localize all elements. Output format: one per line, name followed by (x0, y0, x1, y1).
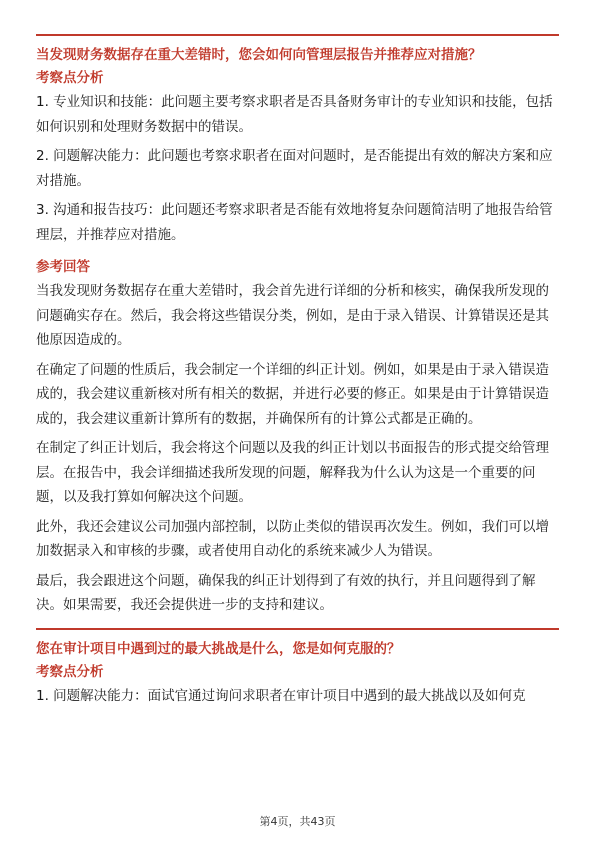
answer-paragraph: 最后，我会跟进这个问题，确保我的纠正计划得到了有效的执行，并且问题得到了解决。如果需要，我还会提供进一步的支持和建议。 (36, 572, 536, 613)
question-title: 您在审计项目中遇到过的最大挑战是什么，您是如何克服的？ (36, 640, 401, 657)
section-divider (36, 34, 559, 36)
section-divider (36, 628, 559, 630)
answer-heading: 参考回答 (36, 259, 90, 275)
page-content (36, 34, 559, 713)
analysis-item: 1. 专业知识和技能：此问题主要考察求职者是否具备财务审计的专业知识和技能，包括如何识别和处理财务数据中的错误。 (36, 94, 553, 135)
analysis-item: 3. 沟通和报告技巧：此问题还考察求职者是否能有效地将复杂问题简洁明了地报告给管理层，并推荐应对措施。 (36, 202, 553, 243)
answer-paragraph: 在制定了纠正计划后，我会将这个问题以及我的纠正计划以书面报告的形式提交给管理层。在报告中，我会详细描述我所发现的问题，解释我为什么认为这是一个重要的问题，以及我打算如何解决这个问题。 (36, 440, 549, 505)
analysis-item: 2. 问题解决能力：此问题也考察求职者在面对问题时，是否能提出有效的解决方案和应对措施。 (36, 148, 553, 189)
page-number: 第4页，共43页 (259, 815, 336, 828)
answer-paragraph: 此外，我还会建议公司加强内部控制，以防止类似的错误再次发生。例如，我们可以增加数据录入和审核的步骤，或者使用自动化的系统来减少人为错误。 (36, 518, 549, 559)
answer-paragraph: 当我发现财务数据存在重大差错时，我会首先进行详细的分析和核实，确保我所发现的问题确实存在。然后，我会将这些错误分类，例如，是由于录入错误、计算错误还是其他原因造成的。 (36, 283, 549, 348)
analysis-heading: 考察点分析 (36, 663, 104, 680)
analysis-item: 1. 问题解决能力：面试官通过询问求职者在审计项目中遇到的最大挑战以及如何克 (36, 687, 526, 704)
answer-paragraph: 在确定了问题的性质后，我会制定一个详细的纠正计划。例如，如果是由于录入错误造成的，我会建议重新核对所有相关的数据，并进行必要的修正。如果是由于计算错误造成的，我会建议重新计算所有的数据，并确保所有的计算公式都是正确的。 (36, 361, 549, 427)
question-title: 当发现财务数据存在重大差错时，您会如何向管理层报告并推荐应对措施？ (36, 47, 482, 63)
analysis-heading: 考察点分析 (36, 70, 104, 86)
